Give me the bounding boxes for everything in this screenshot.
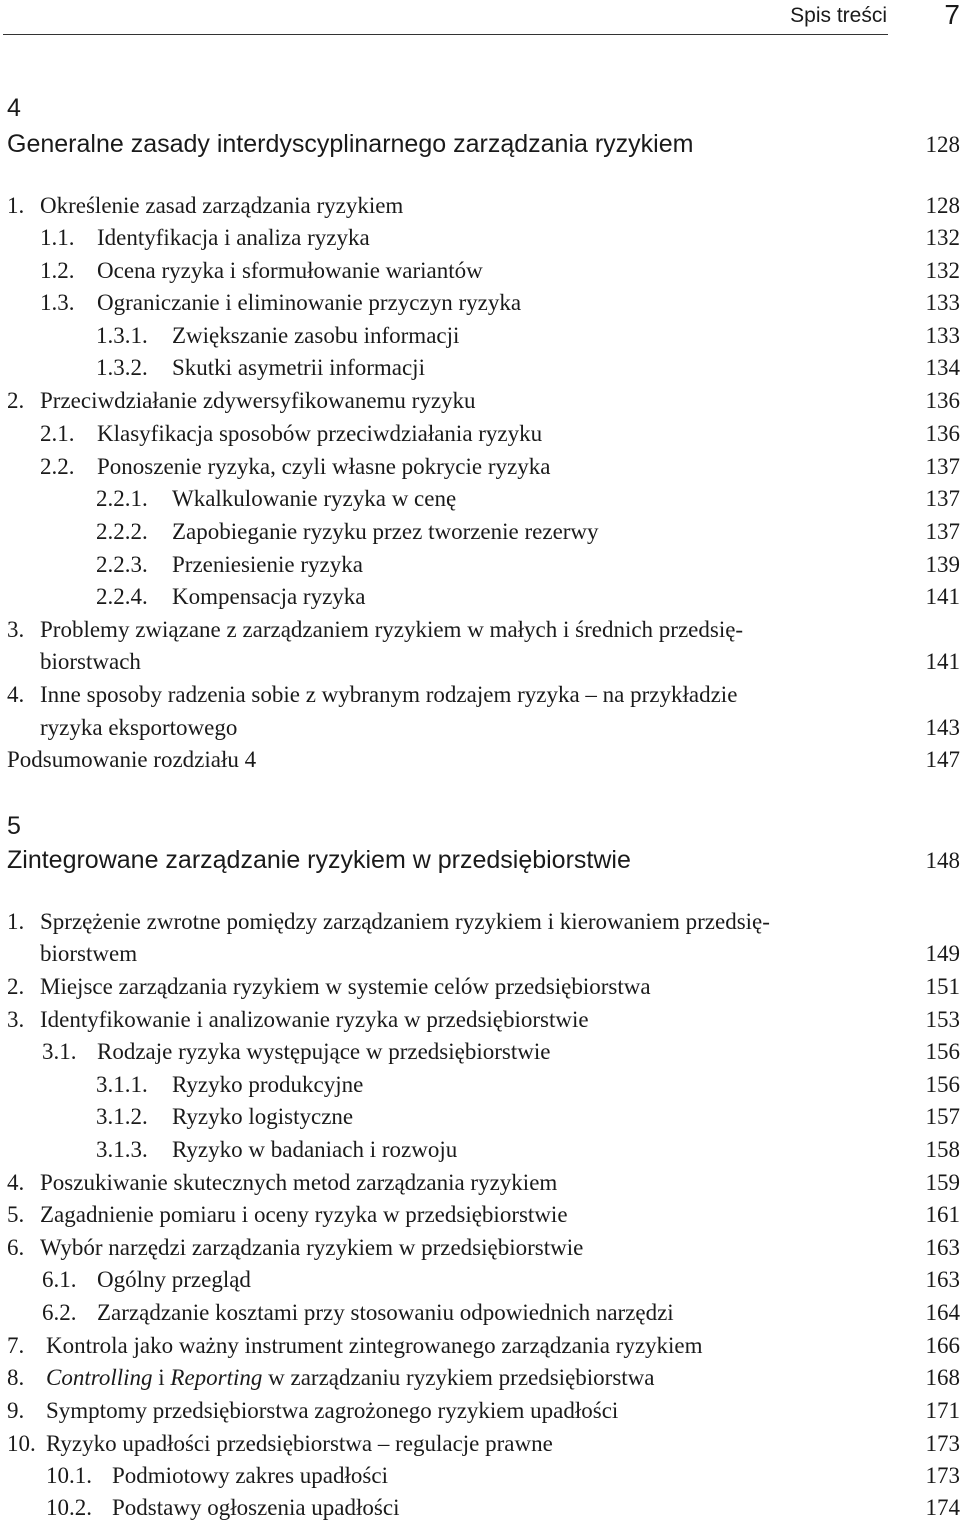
toc-entry xyxy=(0,1167,960,1199)
toc-entry-title: Wybór narzędzi zarządzania ryzykiem w przedsiębiorstwie xyxy=(40,1235,584,1260)
toc-entry-title: Rodzaje ryzyka występujące w przedsiębiorstwie xyxy=(97,1039,551,1064)
toc-entry-title: Kontrola jako ważny instrument zintegrowanego zarządzania ryzykiem xyxy=(46,1333,703,1358)
toc-entry-page: 157 xyxy=(925,1104,960,1129)
toc-entry xyxy=(0,971,960,1003)
toc-entry-number: 1.3.1. xyxy=(96,323,148,348)
toc-entry-page: 174 xyxy=(925,1495,960,1520)
page-header xyxy=(0,0,960,36)
toc-entry xyxy=(0,1134,960,1166)
toc-entry-page: 149 xyxy=(925,941,960,966)
toc-entry-title: Inne sposoby radzenia sobie z wybranym rodzajem ryzyka – na przykładzie xyxy=(40,682,738,707)
toc-entry-number: 10.1. xyxy=(46,1463,92,1488)
toc-entry xyxy=(0,679,960,711)
toc-entry xyxy=(0,190,960,222)
toc-entry-number: 1.3. xyxy=(40,290,75,315)
toc-entry-title: Sprzężenie zwrotne pomiędzy zarządzaniem ryzykiem i kierowaniem przedsię- xyxy=(40,909,770,934)
toc-entry-number: 2.2.1. xyxy=(96,486,148,511)
toc-entry-number: 10. xyxy=(7,1431,36,1456)
toc-entry xyxy=(0,1101,960,1133)
toc-entry-number: 3. xyxy=(7,617,25,642)
toc-entry-title: Ogólny przegląd xyxy=(97,1267,251,1292)
toc-entry-page: 151 xyxy=(925,974,960,999)
toc-entry-number: 3.1.2. xyxy=(96,1104,148,1129)
toc-entry-number: 1. xyxy=(7,909,25,934)
toc-entry-page: 137 xyxy=(925,519,960,544)
toc-entry-page: 156 xyxy=(925,1039,960,1064)
toc-entry-title: ryzyka eksportowego xyxy=(40,715,238,740)
running-header-title: Spis treści xyxy=(790,4,887,27)
toc-entry xyxy=(0,418,960,450)
toc-entry xyxy=(0,483,960,515)
toc-entry-title: Podmiotowy zakres upadłości xyxy=(112,1463,388,1488)
toc-entry-title: Zapobieganie ryzyku przez tworzenie rezerwy xyxy=(172,519,599,544)
toc-entry-page: 158 xyxy=(925,1137,960,1162)
toc-entry-page: 137 xyxy=(925,454,960,479)
chapter-number: 5 xyxy=(7,812,21,840)
toc-entry xyxy=(0,712,960,744)
toc-entry-title: Ryzyko logistyczne xyxy=(172,1104,354,1129)
toc-entry-page: 164 xyxy=(925,1300,960,1325)
toc-entry xyxy=(0,1297,960,1329)
toc-entry-title: Określenie zasad zarządzania ryzykiem xyxy=(40,193,404,218)
toc-entry-number: 2.1. xyxy=(40,421,75,446)
toc-entry-title: Ryzyko w badaniach i rozwoju xyxy=(172,1137,458,1162)
toc-entry-page: 168 xyxy=(925,1365,960,1390)
toc-entry xyxy=(0,581,960,613)
toc-entry xyxy=(0,1330,960,1362)
toc-entry xyxy=(0,938,960,970)
toc-entry-title: Problemy związane z zarządzaniem ryzykiem w małych i średnich przedsię- xyxy=(40,617,744,642)
toc-entry-number: 2.2.4. xyxy=(96,584,148,609)
toc-entry-number: 6. xyxy=(7,1235,25,1260)
toc-entry-page: 136 xyxy=(925,388,960,413)
toc-entry-number: 3.1.3. xyxy=(96,1137,148,1162)
toc-entry-page: 132 xyxy=(925,258,960,283)
toc-entry-page: 143 xyxy=(925,715,960,740)
toc-entry-page: 134 xyxy=(925,355,960,380)
toc-entry xyxy=(0,744,960,776)
toc-entry xyxy=(0,1428,960,1460)
toc-entry-number: 2. xyxy=(7,974,25,999)
toc-entry-page: 128 xyxy=(925,193,960,218)
toc-entry xyxy=(0,385,960,417)
toc-entry-page: 163 xyxy=(925,1267,960,1292)
chapter-number: 4 xyxy=(7,94,21,122)
toc-entry-title: Zagadnienie pomiaru i oceny ryzyka w przedsiębiorstwie xyxy=(40,1202,568,1227)
toc-entry-title xyxy=(46,1362,655,1394)
toc-entry-title: Ocena ryzyka i sformułowanie wariantów xyxy=(97,258,483,283)
toc-entry-title-italic: Controlling xyxy=(46,1365,153,1390)
toc-entry-page: 156 xyxy=(925,1072,960,1097)
toc-entry-number: 9. xyxy=(7,1398,25,1423)
toc-entry-title: Zarządzanie kosztami przy stosowaniu odpowiednich narzędzi xyxy=(97,1300,674,1325)
toc-entry-page: 133 xyxy=(925,290,960,315)
header-rule xyxy=(3,34,888,35)
toc-entry-title: Symptomy przedsiębiorstwa zagrożonego ryzykiem upadłości xyxy=(46,1398,619,1423)
toc-entry-number: 2.2. xyxy=(40,454,75,479)
toc-entry xyxy=(0,1460,960,1492)
toc-entry-number: 10.2. xyxy=(46,1495,92,1520)
chapter-page: 148 xyxy=(925,848,960,873)
toc-entry-number: 1.1. xyxy=(40,225,75,250)
toc-entry-title: Ograniczanie i eliminowanie przyczyn ryzyka xyxy=(97,290,522,315)
toc-entry-number: 1.3.2. xyxy=(96,355,148,380)
chapter-page: 128 xyxy=(925,132,960,157)
toc-entry xyxy=(0,352,960,384)
toc-entry-title: Przeciwdziałanie zdywersyfikowanemu ryzyku xyxy=(40,388,476,413)
toc-entry-number: 3.1. xyxy=(42,1039,77,1064)
toc-entry-title: Identyfikowanie i analizowanie ryzyka w przedsiębiorstwie xyxy=(40,1007,589,1032)
toc-entry-page: 132 xyxy=(925,225,960,250)
toc-entry-number: 6.1. xyxy=(42,1267,77,1292)
toc-entry xyxy=(0,906,960,938)
toc-entry-page: 173 xyxy=(925,1463,960,1488)
toc-entry xyxy=(0,646,960,678)
toc-entry-title: Poszukiwanie skutecznych metod zarządzania ryzykiem xyxy=(40,1170,558,1195)
toc-entry-page: 166 xyxy=(925,1333,960,1358)
toc-entry-number: 4. xyxy=(7,1170,25,1195)
toc-entry-title: Identyfikacja i analiza ryzyka xyxy=(97,225,370,250)
toc-entry xyxy=(0,320,960,352)
toc-entry-title-part: i xyxy=(152,1365,171,1390)
toc-entry-page: 153 xyxy=(925,1007,960,1032)
toc-entry-title: Przeniesienie ryzyka xyxy=(172,552,363,577)
toc-entry-page: 163 xyxy=(925,1235,960,1260)
toc-entry-title: Miejsce zarządzania ryzykiem w systemie celów przedsiębiorstwa xyxy=(40,974,651,999)
toc-entry xyxy=(0,1199,960,1231)
toc-entry-page: 147 xyxy=(925,747,960,772)
toc-entry-number: 8. xyxy=(7,1365,25,1390)
toc-entry-page: 141 xyxy=(925,584,960,609)
toc-entry-page: 171 xyxy=(925,1398,960,1423)
toc-entry-page: 173 xyxy=(925,1431,960,1456)
toc-entry-number: 1. xyxy=(7,193,25,218)
toc-entry-page: 133 xyxy=(925,323,960,348)
toc-entry-title: Zwiększanie zasobu informacji xyxy=(172,323,460,348)
toc-entry-page: 159 xyxy=(925,1170,960,1195)
toc-entry xyxy=(0,1004,960,1036)
toc-entry-number: 2.2.3. xyxy=(96,552,148,577)
toc-entry-title: Podstawy ogłoszenia upadłości xyxy=(112,1495,400,1520)
toc-entry-page: 139 xyxy=(925,552,960,577)
toc-entry-title: Podsumowanie rozdziału 4 xyxy=(7,747,257,772)
toc-entry-number: 3. xyxy=(7,1007,25,1032)
toc-entry-page: 136 xyxy=(925,421,960,446)
toc-entry xyxy=(0,1395,960,1427)
toc-entry xyxy=(0,549,960,581)
toc-entry-title: Klasyfikacja sposobów przeciwdziałania ryzyku xyxy=(97,421,543,446)
toc-entry-number: 7. xyxy=(7,1333,25,1358)
toc-entry-page: 161 xyxy=(925,1202,960,1227)
toc-entry-title: Kompensacja ryzyka xyxy=(172,584,366,609)
page-number: 7 xyxy=(944,0,960,30)
toc-entry-number: 2. xyxy=(7,388,25,413)
toc-entry xyxy=(0,255,960,287)
toc-entry-title: Ponoszenie ryzyka, czyli własne pokrycie ryzyka xyxy=(97,454,551,479)
toc-entry-title: Skutki asymetrii informacji xyxy=(172,355,425,380)
toc-entry-number: 1.2. xyxy=(40,258,75,283)
toc-entry-number: 2.2.2. xyxy=(96,519,148,544)
toc-entry-title: Ryzyko upadłości przedsiębiorstwa – regulacje prawne xyxy=(46,1431,553,1456)
toc-entry-page: 141 xyxy=(925,649,960,674)
chapter-title: Generalne zasady interdyscyplinarnego zarządzania ryzykiem xyxy=(7,130,694,158)
toc-entry-title: Ryzyko produkcyjne xyxy=(172,1072,364,1097)
toc-entry xyxy=(0,222,960,254)
toc-entry-title: biorstwach xyxy=(40,649,141,674)
toc-entry xyxy=(0,1232,960,1264)
toc-entry-title-italic: Reporting xyxy=(170,1365,263,1390)
toc-entry xyxy=(0,614,960,646)
toc-entry xyxy=(0,451,960,483)
toc-entry-number: 6.2. xyxy=(42,1300,77,1325)
toc-entry xyxy=(0,1362,960,1394)
toc-entry xyxy=(0,1036,960,1068)
toc-entry xyxy=(0,1492,960,1524)
toc-entry xyxy=(0,287,960,319)
toc-entry-page: 137 xyxy=(925,486,960,511)
toc-entry-title: Wkalkulowanie ryzyka w cenę xyxy=(172,486,457,511)
toc-entry-number: 3.1.1. xyxy=(96,1072,148,1097)
toc-entry xyxy=(0,1264,960,1296)
toc-entry xyxy=(0,516,960,548)
toc-entry-number: 4. xyxy=(7,682,25,707)
toc-entry-title-part: w zarządzaniu ryzykiem przedsiębiorstwa xyxy=(262,1365,655,1390)
toc-entry-number: 5. xyxy=(7,1202,25,1227)
toc-entry-title: biorstwem xyxy=(40,941,138,966)
toc-entry xyxy=(0,1069,960,1101)
chapter-title: Zintegrowane zarządzanie ryzykiem w przedsiębiorstwie xyxy=(7,846,631,874)
